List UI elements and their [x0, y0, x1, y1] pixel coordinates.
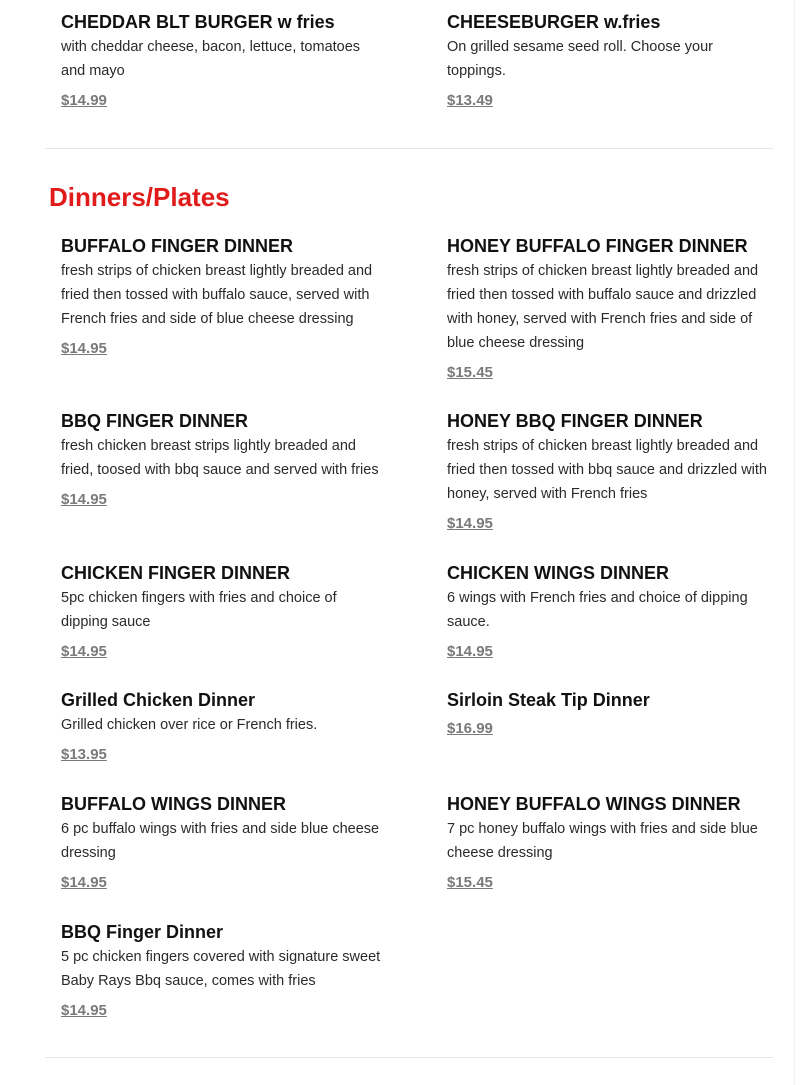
menu-item-bbq-finger-dinner-2[interactable]: [61, 921, 386, 1021]
menu-item-description: Grilled chicken over rice or French fries.: [61, 717, 318, 733]
menu-item-price[interactable]: $14.95: [61, 643, 107, 660]
menu-item-price[interactable]: $15.45: [447, 364, 493, 381]
menu-item-name[interactable]: BUFFALO WINGS DINNER: [61, 794, 286, 814]
menu-item-grilled-chicken-dinner[interactable]: [61, 689, 386, 765]
menu-item-price[interactable]: $14.95: [61, 874, 107, 891]
menu-item-honey-buffalo-finger-dinner[interactable]: [447, 235, 772, 383]
menu-item-name[interactable]: Grilled Chicken Dinner: [61, 690, 256, 710]
menu-item-name[interactable]: HONEY BUFFALO WINGS DINNER: [447, 794, 741, 814]
menu-item-description: fresh strips of chicken breast lightly breaded and fried then tossed with buffalo sauce and drizzled with honey, served with French fries and side of blue cheese dressing: [447, 263, 759, 351]
menu-item-cheddar-blt-burger[interactable]: [61, 11, 386, 111]
menu-item-buffalo-finger-dinner[interactable]: [61, 235, 386, 359]
menu-item-name[interactable]: CHEESEBURGER w.fries: [447, 12, 661, 32]
menu-item-price[interactable]: $14.95: [61, 491, 107, 508]
menu-item-description: 6 pc buffalo wings with fries and side blue cheese dressing: [61, 821, 380, 861]
menu-item-price[interactable]: $16.99: [447, 720, 493, 737]
menu-item-price[interactable]: $14.95: [447, 643, 493, 660]
menu-item-buffalo-wings-dinner[interactable]: [61, 793, 386, 893]
menu-item-name[interactable]: BBQ FINGER DINNER: [61, 411, 249, 431]
menu-item-description: fresh strips of chicken breast lightly breaded and fried then tossed with bbq sauce and drizzled with honey, served with French fries: [447, 438, 767, 502]
menu-item-name[interactable]: BUFFALO FINGER DINNER: [61, 236, 293, 256]
menu-item-name[interactable]: HONEY BBQ FINGER DINNER: [447, 411, 703, 431]
menu-item-name[interactable]: Sirloin Steak Tip Dinner: [447, 690, 650, 710]
menu-item-name[interactable]: CHEDDAR BLT BURGER w fries: [61, 12, 335, 32]
menu-item-price[interactable]: $13.49: [447, 92, 493, 109]
menu-item-description: 5 pc chicken fingers covered with signature sweet Baby Rays Bbq sauce, comes with fries: [61, 949, 381, 989]
menu-item-description: On grilled sesame seed roll. Choose your toppings.: [447, 39, 713, 79]
menu-item-price[interactable]: $15.45: [447, 874, 493, 891]
menu-item-chicken-finger-dinner[interactable]: [61, 562, 386, 662]
menu-item-sirloin-steak-tip-dinner[interactable]: [447, 689, 772, 739]
menu-item-description: 5pc chicken fingers with fries and choice of dipping sauce: [61, 590, 337, 630]
menu-item-price[interactable]: $13.95: [61, 746, 107, 763]
menu-item-description: fresh strips of chicken breast lightly breaded and fried then tossed with buffalo sauce, served with French fries and side of blue cheese dressing: [61, 263, 373, 327]
section-divider: [45, 148, 773, 149]
menu-item-price[interactable]: $14.95: [61, 340, 107, 357]
section-divider: [45, 1057, 773, 1058]
menu-item-name[interactable]: CHICKEN FINGER DINNER: [61, 563, 291, 583]
menu-item-bbq-finger-dinner[interactable]: [61, 410, 386, 510]
menu-item-description: with cheddar cheese, bacon, lettuce, tomatoes and mayo: [61, 39, 361, 79]
scroll-edge: [794, 0, 795, 1085]
menu-item-name[interactable]: CHICKEN WINGS DINNER: [447, 563, 670, 583]
menu-item-price[interactable]: $14.95: [61, 1002, 107, 1019]
menu-item-price[interactable]: $14.95: [447, 515, 493, 532]
menu-item-honey-buffalo-wings-dinner[interactable]: [447, 793, 772, 893]
menu-item-cheeseburger[interactable]: [447, 11, 772, 111]
menu-item-name[interactable]: HONEY BUFFALO FINGER DINNER: [447, 236, 748, 256]
menu-item-chicken-wings-dinner[interactable]: [447, 562, 772, 662]
menu-item-honey-bbq-finger-dinner[interactable]: [447, 410, 772, 534]
menu-item-description: 7 pc honey buffalo wings with fries and side blue cheese dressing: [447, 821, 758, 861]
menu-item-price[interactable]: $14.99: [61, 92, 107, 109]
menu-item-name[interactable]: BBQ Finger Dinner: [61, 922, 224, 942]
section-title: Dinners/Plates: [49, 182, 230, 212]
menu-item-description: fresh chicken breast strips lightly breaded and fried, toosed with bbq sauce and served with fries: [61, 438, 379, 478]
menu-item-description: 6 wings with French fries and choice of dipping sauce.: [447, 590, 748, 630]
